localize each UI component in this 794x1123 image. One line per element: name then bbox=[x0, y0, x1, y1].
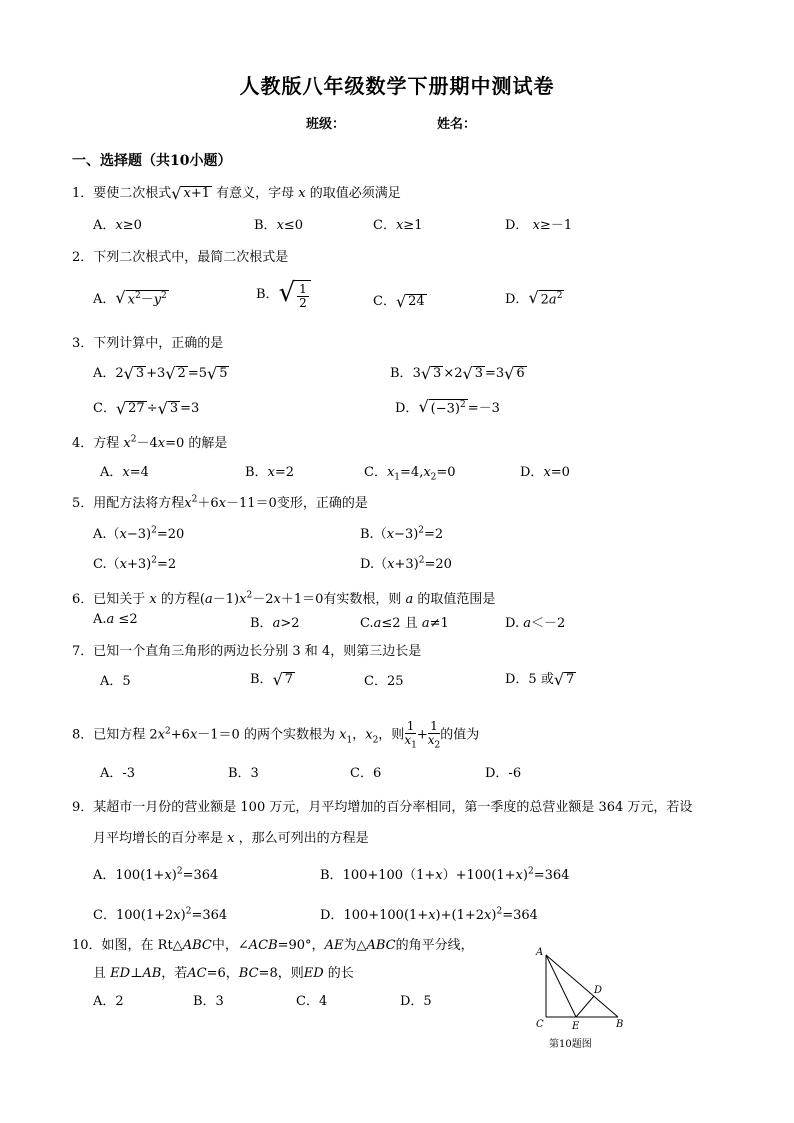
q4-option-a: A．x=4 bbox=[100, 465, 149, 480]
segment-ED bbox=[576, 996, 594, 1017]
class-label: 班级： bbox=[306, 117, 346, 132]
question-9-line-2: 月平均增长的百分率是 x ，那么可列出的方程是 bbox=[93, 831, 369, 846]
question-10-line-2: 且 ED⊥AB，若AC=6，BC=8，则ED 的长 bbox=[93, 966, 354, 981]
q8-option-b: B．3 bbox=[228, 766, 259, 781]
q6-option-b: B．a>2 bbox=[250, 616, 300, 631]
q9-option-c: C．$100(1+2x)^2=364$ bbox=[93, 906, 228, 923]
question-6: 6．已知关于 x 的方程$(a-1)x^2-2x+1=0$有实数根，则 a 的取值范围是 bbox=[72, 590, 496, 607]
q5-option-d: D.（x+3)$^2$=20 bbox=[360, 555, 452, 572]
q10-option-d: D．5 bbox=[400, 994, 432, 1009]
side-AB bbox=[546, 955, 618, 1017]
q1-option-d: D． x≥－1 bbox=[505, 218, 573, 233]
q7-option-d: D．5 或 √ 7 bbox=[505, 669, 575, 689]
name-label: 姓名： bbox=[437, 117, 477, 132]
q9-option-d: D．$100+100(1+x)+(1+2x)^2=364$ bbox=[320, 906, 538, 923]
q7-option-b: B． √ 7 bbox=[250, 669, 294, 689]
q8-option-a: A．-3 bbox=[100, 766, 136, 781]
q2-option-d: D． √ $2a^2$ bbox=[505, 288, 563, 308]
q10-option-b: B．3 bbox=[193, 994, 224, 1009]
q6-option-d: D. a＜－2 bbox=[505, 616, 566, 631]
label-E: E bbox=[572, 1021, 580, 1032]
q4-option-b: B．x=2 bbox=[245, 465, 295, 480]
question-4: 4．方程 $x^2-4x=0$ 的解是 bbox=[72, 434, 228, 451]
q3-option-a: A．2 √ 3 +3 √ 2 =5 √ 5 bbox=[93, 363, 228, 383]
q10-option-a: A．2 bbox=[93, 994, 124, 1009]
q5-option-c: C.（x+3)$^2$=2 bbox=[93, 555, 177, 572]
page-title: 人教版八年级数学下册期中测试卷 bbox=[239, 74, 555, 98]
q5-option-b: B.（x−3)$^2$=2 bbox=[360, 525, 444, 542]
label-D: D bbox=[594, 985, 603, 996]
question-7: 7．已知一个直角三角形的两边长分别 3 和 4，则第三边长是 bbox=[72, 644, 422, 659]
q10-option-c: C．4 bbox=[296, 994, 328, 1009]
q2-option-c: C． √ 24 bbox=[373, 291, 425, 311]
figure-caption: 第10题图 bbox=[549, 1039, 592, 1050]
q3-option-d: D． √ $(-3)^2$ =－3 bbox=[395, 397, 500, 417]
q1-option-c: C．x≥1 bbox=[373, 218, 423, 233]
question-5: 5．用配方法将方程$x^2+6x-11=0$变形，正确的是 bbox=[72, 494, 368, 511]
sqrt-expr: √ x+1 bbox=[171, 183, 210, 203]
q6-option-a: A.a ≤2 bbox=[93, 612, 138, 627]
question-9-line-1: 9．某超市一月份的营业额是 100 万元，月平均增加的百分率相同，第一季度的总营业额是 364 万元，若设 bbox=[72, 800, 693, 815]
question-8: 8．已知方程 $2x^2+6x-1=0$ 的两个实数根为 $x_1$，$x_2$，则 $\frac{1}{x_1}$ + $\frac{1}{x_2}$ 的值为 bbox=[72, 719, 480, 750]
q8-option-c: C．6 bbox=[350, 766, 382, 781]
q3-option-b: B．3 √ 3 ×2 √ 3 =3 √ 6 bbox=[390, 363, 525, 383]
question-1: 1．要使二次根式 √ x+1 有意义，字母 x 的取值必须满足 bbox=[72, 183, 401, 203]
q3-option-c: C． √ 27 ÷ √ 3 =3 bbox=[93, 398, 200, 418]
segment-AE bbox=[546, 955, 576, 1017]
q7-option-c: C．25 bbox=[364, 674, 404, 689]
q6-option-c: C.a≤2 且 a≠1 bbox=[360, 616, 449, 631]
q8-option-d: D．-6 bbox=[485, 766, 522, 781]
question-3: 3．下列计算中，正确的是 bbox=[72, 336, 224, 351]
label-B: B bbox=[616, 1019, 624, 1030]
question-10-line-1: 10．如图，在 Rt△ABC中，∠ACB=90°，AE为△ABC的角平分线， bbox=[72, 938, 474, 953]
q9-option-b: B．$100+100(1+x)+100(1+x)^2=364$ bbox=[320, 866, 570, 883]
question-2: 2．下列二次根式中，最简二次根式是 bbox=[72, 250, 289, 265]
q9-option-a: A．$100(1+x)^2=364$ bbox=[93, 866, 219, 883]
label-A: A bbox=[536, 947, 544, 958]
q7-option-a: A．5 bbox=[100, 674, 131, 689]
section-heading: 一、选择题（共10小题） bbox=[72, 153, 232, 169]
label-C: C bbox=[536, 1019, 544, 1030]
q2-option-b: B． √ $\frac{1}{2}$ bbox=[256, 280, 311, 309]
q1-option-b: B．x≤0 bbox=[254, 218, 304, 233]
q4-option-d: D．x=0 bbox=[520, 465, 570, 480]
q2-option-a: A． √ $x^2-y^2$ bbox=[93, 288, 167, 308]
q1-option-a: A．x≥0 bbox=[93, 218, 142, 233]
q4-option-c: C．$x_1=4,x_2=0$ bbox=[364, 465, 456, 483]
q5-option-a: A.（x−3)$^2$=20 bbox=[93, 525, 185, 542]
